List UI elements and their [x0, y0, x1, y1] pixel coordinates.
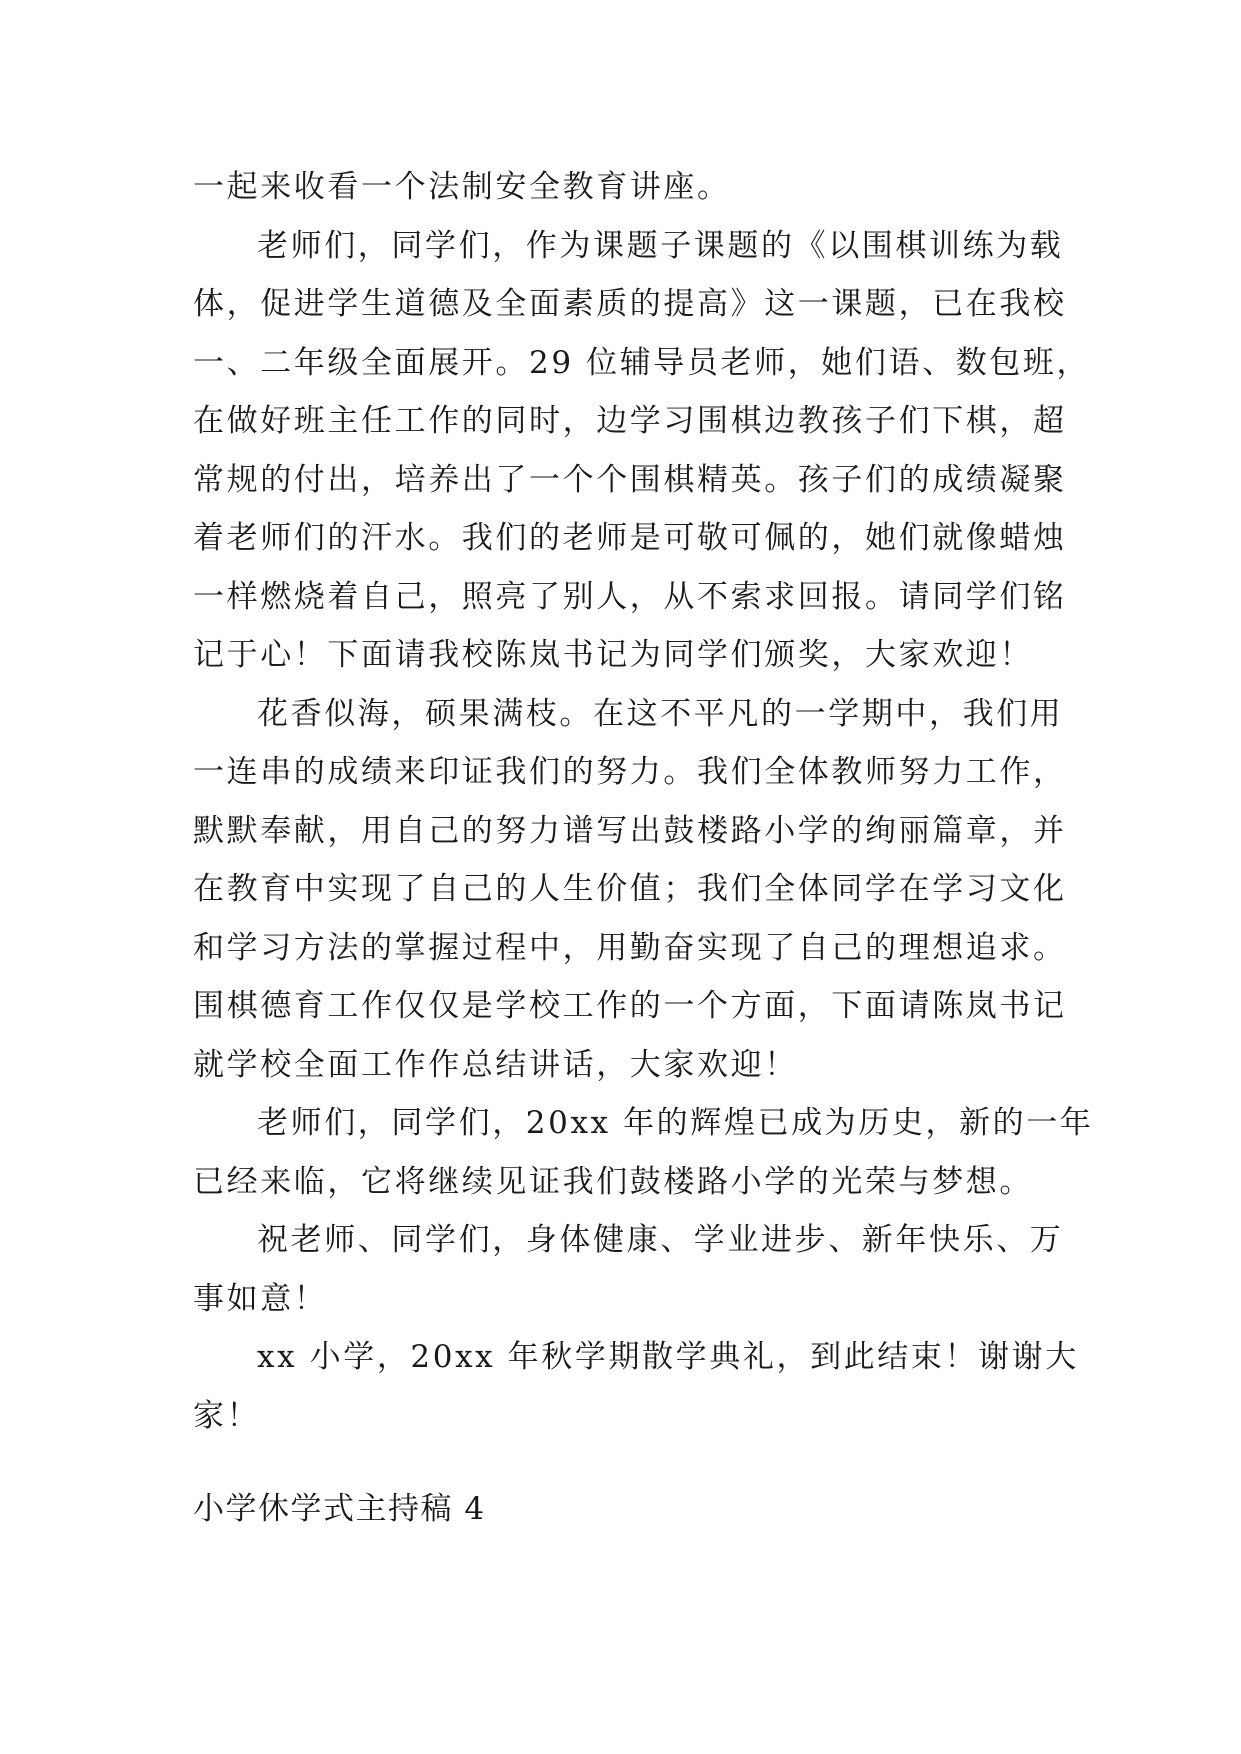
text-line: 体，促进学生道德及全面素质的提高》这一课题，已在我校 [193, 286, 1067, 322]
paragraph-start-line: 老师们，同学们，作为课题子课题的《以围棋训练为载 [257, 227, 1064, 264]
paragraph-start-line: 老师们，同学们，20xx 年的辉煌已成为历史，新的一年 [257, 1105, 1094, 1141]
text-line: 在做好班主任工作的同时，边学习围棋边教孩子们下棋，超 [193, 403, 1067, 439]
text-line: 一、二年级全面展开。29 位辅导员老师，她们语、数包班， [193, 344, 1091, 381]
text-line: 记于心！下面请我校陈岚书记为同学们颁奖，大家欢迎！ [193, 637, 1033, 673]
text-line: 一起来收看一个法制安全教育讲座。 [193, 169, 731, 205]
text-line: 事如意！ [193, 1280, 328, 1317]
section-heading: 小学休学式主持稿 4 [193, 1491, 486, 1527]
paragraph-start-line: xx 小学，20xx 年秋学期散学典礼，到此结束！谢谢大 [257, 1339, 1079, 1375]
text-line: 已经来临，它将继续见证我们鼓楼路小学的光荣与梦想。 [193, 1163, 1033, 1200]
paragraph-start-line: 祝老师、同学们，身体健康、学业进步、新年快乐、万 [257, 1222, 1064, 1258]
text-line: 一样燃烧着自己，照亮了别人，从不索求回报。请同学们铭 [193, 578, 1067, 615]
text-line: 就学校全面工作作总结讲话，大家欢迎！ [193, 1046, 798, 1083]
text-line: 家！ [193, 1397, 261, 1434]
text-line: 默默奉献，用自己的努力谱写出鼓楼路小学的绚丽篇章，并 [193, 812, 1067, 849]
text-line: 在教育中实现了自己的人生价值；我们全体同学在学习文化 [193, 871, 1067, 907]
text-line: 一连串的成绩来印证我们的努力。我们全体教师努力工作， [193, 754, 1067, 790]
text-line: 和学习方法的掌握过程中，用勤奋实现了自己的理想追求。 [193, 929, 1067, 966]
text-line: 着老师们的汗水。我们的老师是可敬可佩的，她们就像蜡烛 [193, 520, 1067, 556]
paragraph-start-line: 花香似海，硕果满枝。在这不平凡的一学期中，我们用 [257, 695, 1064, 732]
document-body [193, 158, 1094, 1445]
text-line: 常规的付出，培养出了一个个围棋精英。孩子们的成绩凝聚 [193, 461, 1067, 498]
text-line: 围棋德育工作仅仅是学校工作的一个方面，下面请陈岚书记 [193, 988, 1067, 1024]
